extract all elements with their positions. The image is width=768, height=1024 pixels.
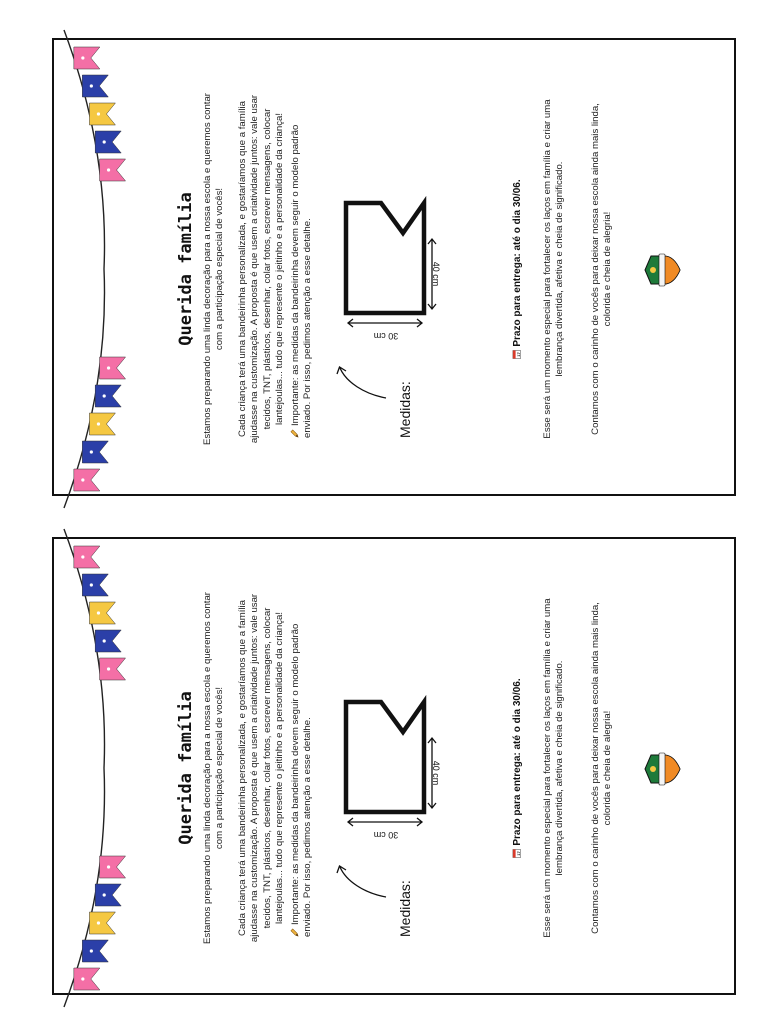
bunting-flag-dot (97, 112, 100, 115)
height-dimension (348, 818, 422, 840)
deadline-line (512, 539, 523, 997)
medidas-label: Medidas: (397, 880, 413, 937)
bunting-flag (82, 441, 108, 463)
bunting-flag (82, 574, 108, 596)
bunting-flag (89, 413, 115, 435)
bunting-flags (74, 546, 126, 990)
bunting-garland (54, 539, 144, 997)
bunting-flag (89, 602, 115, 624)
bunting-flag-dot (81, 555, 84, 558)
curved-arrow-icon (334, 861, 388, 901)
bunting-flag-dot (103, 639, 106, 642)
bunting-flag (100, 159, 126, 181)
medidas-label: Medidas: (397, 381, 413, 438)
bunting-flag (89, 103, 115, 125)
bunting-flag-dot (97, 611, 100, 614)
school-crest-icon (642, 250, 682, 290)
bunting-flag-dot (103, 394, 106, 397)
bunting-flag (89, 912, 115, 934)
bunting-flag (100, 357, 126, 379)
bunting-flag (74, 546, 100, 568)
bunting-flag-dot (81, 56, 84, 59)
deadline-text: Prazo para entrega: até o dia 30/06. (512, 678, 523, 846)
bunting-flag-dot (81, 478, 84, 481)
bunting-flag-dot (90, 949, 93, 952)
rotated-content (54, 40, 738, 498)
deadline-line (512, 40, 523, 498)
calendar-day: 17 (515, 351, 521, 357)
bunting-flag (74, 968, 100, 990)
height-dimension (348, 319, 422, 341)
bunting-flag (95, 884, 121, 906)
deadline-text: Prazo para entrega: até o dia 30/06. (512, 179, 523, 347)
bunting-flag-dot (107, 168, 110, 171)
height-label: 30 cm (373, 830, 399, 840)
bunting-flag (82, 940, 108, 962)
height-label: 30 cm (373, 331, 399, 341)
bunting-flag-dot (90, 450, 93, 453)
intro-paragraph: Estamos preparando uma linda decoração para a nossa escola e queremos contar com a participação especial de vocês! (202, 93, 226, 445)
bunting-flag-dot (97, 422, 100, 425)
width-label: 40 cm (431, 261, 441, 287)
pencil-icon (290, 928, 299, 937)
closing-paragraph: Esse será um momento especial para fortalecer os laços em família e criar uma lembrança divertida, afetiva e cheia de significado. (542, 598, 566, 938)
bunting-flag (95, 630, 121, 652)
width-dimension (428, 239, 441, 309)
thanks-paragraph: Contamos com o carinho de vocês para deixar nossa escola ainda mais linda, colorida e cheia de alegria! (590, 103, 614, 435)
bunting-flag-dot (90, 84, 93, 87)
proposal-paragraph: Cada criança terá uma bandeirinha personalizada, e gostaríamos que a família ajudasse na customização. A proposta é que usem a criatividade juntos: vale usar tecidos, TNT, plásticos, desenhar, colar fotos, escrever mensagens, colocar lantejoulas... tudo que represente o jeitinho e a personalidade da criança! (237, 593, 285, 943)
bunting-flag-dot (107, 667, 110, 670)
bunting-flag-dot (81, 977, 84, 980)
school-crest-icon (642, 749, 682, 789)
width-label: 40 cm (431, 760, 441, 786)
letter-content (54, 40, 738, 498)
important-text: Importante: as medidas da bandeirinha devem seguir o modelo padrão enviado. Por isso, pedimos atenção a esse detalhe. (290, 623, 314, 937)
bunting-flag (74, 47, 100, 69)
important-text: Importante: as medidas da bandeirinha devem seguir o modelo padrão enviado. Por isso, pedimos atenção a esse detalhe. (290, 124, 314, 438)
flag-template-diagram (306, 193, 441, 343)
calendar-icon (512, 849, 521, 858)
calendar-icon (512, 350, 521, 359)
letter-page-bottom (52, 537, 736, 995)
bunting-flag-dot (107, 366, 110, 369)
closing-paragraph: Esse será um momento especial para fortalecer os laços em família e criar uma lembrança divertida, afetiva e cheia de significado. (542, 99, 566, 439)
width-dimension (428, 738, 441, 808)
bunting-flag (82, 75, 108, 97)
bunting-flag-dot (90, 583, 93, 586)
letter-page-top (52, 38, 736, 496)
flag-template-diagram (306, 692, 441, 842)
intro-paragraph: Estamos preparando uma linda decoração para a nossa escola e queremos contar com a participação especial de vocês! (202, 592, 226, 944)
rotated-content (54, 539, 738, 997)
bunting-flag-dot (103, 893, 106, 896)
bunting-flag (74, 469, 100, 491)
bunting-flag-dot (103, 140, 106, 143)
bunting-flag (95, 131, 121, 153)
bunting-flag (100, 856, 126, 878)
proposal-paragraph: Cada criança terá uma bandeirinha personalizada, e gostaríamos que a família ajudasse na customização. A proposta é que usem a criatividade juntos: vale usar tecidos, TNT, plásticos, desenhar, colar fotos, escrever mensagens, colocar lantejoulas... tudo que represente o jeitinho e a personalidade da criança! (237, 94, 285, 444)
bunting-flag-dot (97, 921, 100, 924)
letter-content (54, 539, 738, 997)
page-title: Querida família (176, 192, 196, 346)
bunting-flags (74, 47, 126, 491)
bunting-flag-dot (107, 865, 110, 868)
curved-arrow-icon (334, 362, 388, 402)
calendar-day: 17 (515, 850, 521, 856)
bunting-flag (95, 385, 121, 407)
thanks-paragraph: Contamos com o carinho de vocês para deixar nossa escola ainda mais linda, colorida e cheia de alegria! (590, 602, 614, 934)
bunting-flag (100, 658, 126, 680)
bunting-garland (54, 40, 144, 498)
page-title: Querida família (176, 691, 196, 845)
pencil-icon (290, 429, 299, 438)
